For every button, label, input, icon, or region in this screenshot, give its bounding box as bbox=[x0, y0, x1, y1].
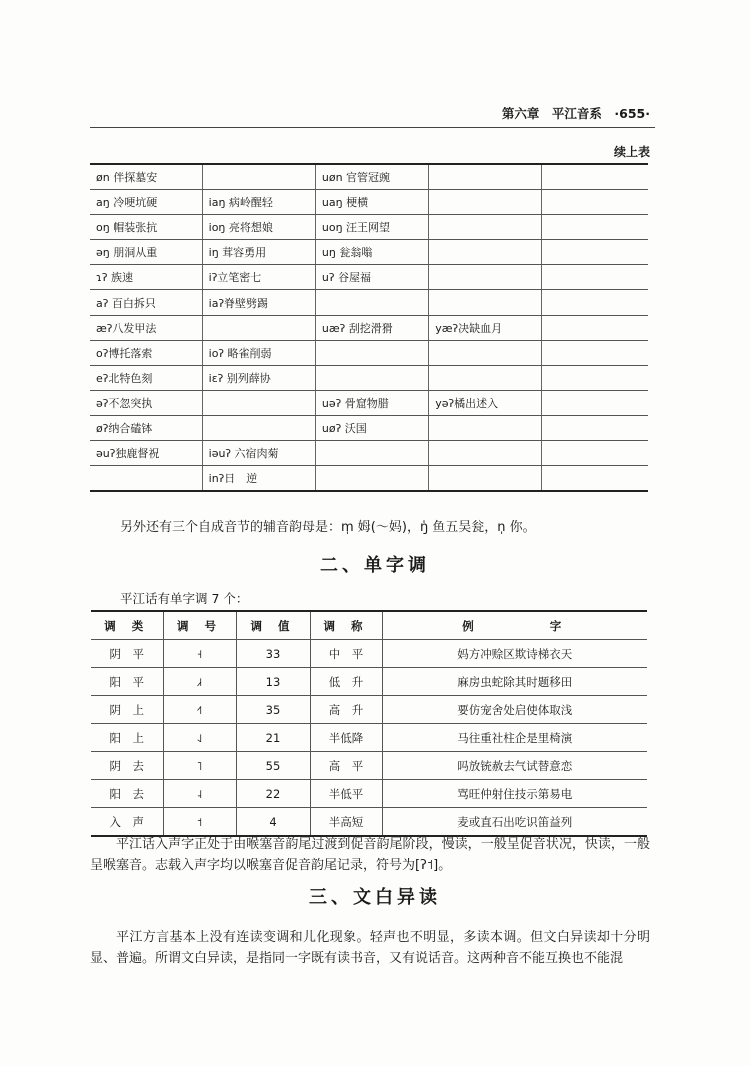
table-cell bbox=[542, 190, 648, 215]
table-cell: əʔ不忽突执 bbox=[90, 390, 202, 415]
table-cell: 半高短 bbox=[310, 808, 382, 837]
table-cell: ˨ bbox=[163, 780, 236, 808]
table-cell bbox=[315, 290, 428, 315]
table-cell bbox=[202, 390, 315, 415]
table-cell bbox=[542, 466, 648, 492]
table-cell bbox=[315, 365, 428, 390]
table-cell: ˧˥ bbox=[163, 696, 236, 724]
table-cell bbox=[542, 240, 648, 265]
table-cell bbox=[429, 190, 542, 215]
table-cell bbox=[542, 215, 648, 240]
table-cell: aʔ 百白拆只 bbox=[90, 290, 202, 315]
running-header bbox=[470, 104, 650, 122]
table-cell bbox=[542, 390, 648, 415]
table-cell bbox=[542, 290, 648, 315]
table-cell: yæʔ决缺血月 bbox=[429, 315, 542, 340]
finals-table bbox=[90, 163, 648, 492]
table-cell: 阴 上 bbox=[91, 696, 163, 724]
table-cell bbox=[542, 340, 648, 365]
table-cell bbox=[542, 365, 648, 390]
table-cell: 4 bbox=[236, 808, 310, 837]
table-cell: 55 bbox=[236, 752, 310, 780]
table-cell bbox=[315, 441, 428, 466]
table-cell: 35 bbox=[236, 696, 310, 724]
table-cell: uøʔ 沃国 bbox=[315, 415, 428, 440]
table-cell: 低 升 bbox=[310, 668, 382, 696]
table-cell: ɿʔ 族速 bbox=[90, 265, 202, 290]
table-cell: 半低降 bbox=[310, 724, 382, 752]
table-cell bbox=[542, 164, 648, 190]
table-cell: iŋ 茸容勇用 bbox=[202, 240, 315, 265]
paragraph-literary-colloquial: 平江方言基本上没有连读变调和儿化现象。轻声也不明显，多读本调。但文白异读却十分明显、普遍。所谓文白异读，是指同一字既有读书音，又有说话音。这两种音不能互换也不能混 bbox=[90, 930, 650, 966]
table-cell: æʔ八发甲法 bbox=[90, 315, 202, 340]
table-cell: 骂旺仲射住技示第易电 bbox=[382, 780, 647, 808]
table-cell: əuʔ独鹿督祝 bbox=[90, 441, 202, 466]
table-row bbox=[90, 164, 648, 190]
table-cell: ˨˩ bbox=[163, 724, 236, 752]
table-cell bbox=[542, 315, 648, 340]
table-row bbox=[90, 340, 648, 365]
table-cell: ioʔ 略雀削弱 bbox=[202, 340, 315, 365]
table-cell bbox=[202, 415, 315, 440]
table-cell: uʔ 谷屋福 bbox=[315, 265, 428, 290]
table-cell: 13 bbox=[236, 668, 310, 696]
table-cell bbox=[542, 265, 648, 290]
table-cell: oʔ博托落索 bbox=[90, 340, 202, 365]
table-cell: 吗放铳赦去气试替意恋 bbox=[382, 752, 647, 780]
table-cell: uəʔ 骨窟物腊 bbox=[315, 390, 428, 415]
table-cell: 21 bbox=[236, 724, 310, 752]
table-cell bbox=[542, 441, 648, 466]
table-cell: 阳 去 bbox=[91, 780, 163, 808]
table-cell bbox=[429, 265, 542, 290]
table-cell bbox=[429, 365, 542, 390]
table-cell: oŋ 帽装张抗 bbox=[90, 215, 202, 240]
table-row bbox=[90, 441, 648, 466]
table-cell: 马往重社柱企是里椅演 bbox=[382, 724, 647, 752]
table-cell bbox=[429, 290, 542, 315]
table-cell: aŋ 冷哽坑硬 bbox=[90, 190, 202, 215]
table-cell: uoŋ 汪王网望 bbox=[315, 215, 428, 240]
page-number: ·655· bbox=[614, 106, 650, 121]
column-header: 调 类 bbox=[91, 611, 163, 640]
table-row bbox=[90, 290, 648, 315]
table-row bbox=[91, 696, 647, 724]
table-cell: 33 bbox=[236, 640, 310, 668]
column-header: 调 称 bbox=[310, 611, 382, 640]
table-cell: iaʔ脊壁劈踢 bbox=[202, 290, 315, 315]
table-cell: uøn 官管冠豌 bbox=[315, 164, 428, 190]
table-cell: øʔ纳合磕钵 bbox=[90, 415, 202, 440]
table-row bbox=[90, 466, 648, 492]
table-cell: iɛʔ 别列薛协 bbox=[202, 365, 315, 390]
section-heading-tones: 二、单字调 bbox=[320, 555, 430, 576]
table-cell: 高 升 bbox=[310, 696, 382, 724]
table-cell: 高 平 bbox=[310, 752, 382, 780]
column-header: 例 字 bbox=[382, 611, 647, 640]
table-row bbox=[90, 265, 648, 290]
table-cell: 阴 去 bbox=[91, 752, 163, 780]
table-cell bbox=[429, 240, 542, 265]
paragraph-entering-tone: 平江话入声字正处于由喉塞音韵尾过渡到促音韵尾阶段，慢读，一般呈促音状况，快读，一般呈喉塞音。志载入声字均以喉塞音促音韵尾记录，符号为[ʔ˦]。 bbox=[90, 837, 650, 873]
table-row bbox=[91, 780, 647, 808]
table-cell bbox=[315, 340, 428, 365]
table-cell: øn 伴探墓安 bbox=[90, 164, 202, 190]
table-cell bbox=[202, 315, 315, 340]
table-cell: iʔ立笔密七 bbox=[202, 265, 315, 290]
table-row bbox=[90, 215, 648, 240]
table-cell: 半低平 bbox=[310, 780, 382, 808]
table-cell bbox=[542, 415, 648, 440]
tones-table bbox=[91, 610, 647, 837]
table-cell: uaŋ 梗横 bbox=[315, 190, 428, 215]
table-cell bbox=[90, 466, 202, 492]
table-row bbox=[91, 668, 647, 696]
table-cell: 麦或直石出吃识笛益列 bbox=[382, 808, 647, 837]
table-cell: uŋ 瓮翁嗡 bbox=[315, 240, 428, 265]
continued-label: 续上表 bbox=[613, 145, 650, 159]
table-cell bbox=[429, 215, 542, 240]
table-row bbox=[91, 724, 647, 752]
table-cell: əŋ 朋洞从重 bbox=[90, 240, 202, 265]
chapter-title: 第六章 平江音系 bbox=[501, 106, 602, 121]
table-cell: uæʔ 刮挖滑猾 bbox=[315, 315, 428, 340]
table-cell: ˥ bbox=[163, 752, 236, 780]
table-cell: ioŋ 亮将想娘 bbox=[202, 215, 315, 240]
syllabic-consonant-note: 另外还有三个自成音节的辅音韵母是：m̩ 姆(～妈)，ŋ̍ 鱼五吴瓮，n̩ 你。 bbox=[120, 520, 536, 535]
table-row bbox=[90, 415, 648, 440]
column-header: 调 值 bbox=[236, 611, 310, 640]
table-cell: ˦ bbox=[163, 808, 236, 837]
table-cell bbox=[429, 415, 542, 440]
table-cell: iəuʔ 六宿肉菊 bbox=[202, 441, 315, 466]
section-heading-literary-colloquial: 三、文白异读 bbox=[309, 887, 441, 908]
table-row bbox=[91, 808, 647, 837]
table-cell bbox=[429, 340, 542, 365]
table-cell: 22 bbox=[236, 780, 310, 808]
table-cell: eʔ北特色刻 bbox=[90, 365, 202, 390]
table-cell: ˧ bbox=[163, 640, 236, 668]
table-cell bbox=[429, 441, 542, 466]
table-cell: 妈方冲赊区欺诗梯衣天 bbox=[382, 640, 647, 668]
tones-intro: 平江话有单字调 7 个： bbox=[120, 591, 249, 606]
table-row bbox=[90, 315, 648, 340]
table-cell: 阳 平 bbox=[91, 668, 163, 696]
table-row bbox=[90, 390, 648, 415]
table-cell: inʔ日 逆 bbox=[202, 466, 315, 492]
table-cell bbox=[429, 466, 542, 492]
table-row bbox=[90, 190, 648, 215]
table-cell bbox=[315, 466, 428, 492]
table-cell bbox=[429, 164, 542, 190]
table-row bbox=[90, 240, 648, 265]
table-cell: 要仿宠舍处启使体取浅 bbox=[382, 696, 647, 724]
table-cell: 中 平 bbox=[310, 640, 382, 668]
table-cell: iaŋ 病岭醒轻 bbox=[202, 190, 315, 215]
table-cell: yəʔ橘出述入 bbox=[429, 390, 542, 415]
table-cell: 麻房虫蛇除其时题移田 bbox=[382, 668, 647, 696]
table-cell bbox=[202, 164, 315, 190]
header-rule bbox=[90, 127, 655, 128]
table-cell: 阳 上 bbox=[91, 724, 163, 752]
table-row bbox=[90, 365, 648, 390]
table-row bbox=[91, 752, 647, 780]
column-header: 调 号 bbox=[163, 611, 236, 640]
table-cell: 阴 平 bbox=[91, 640, 163, 668]
table-row bbox=[91, 640, 647, 668]
table-cell: ˩˧ bbox=[163, 668, 236, 696]
table-cell: 入 声 bbox=[91, 808, 163, 837]
